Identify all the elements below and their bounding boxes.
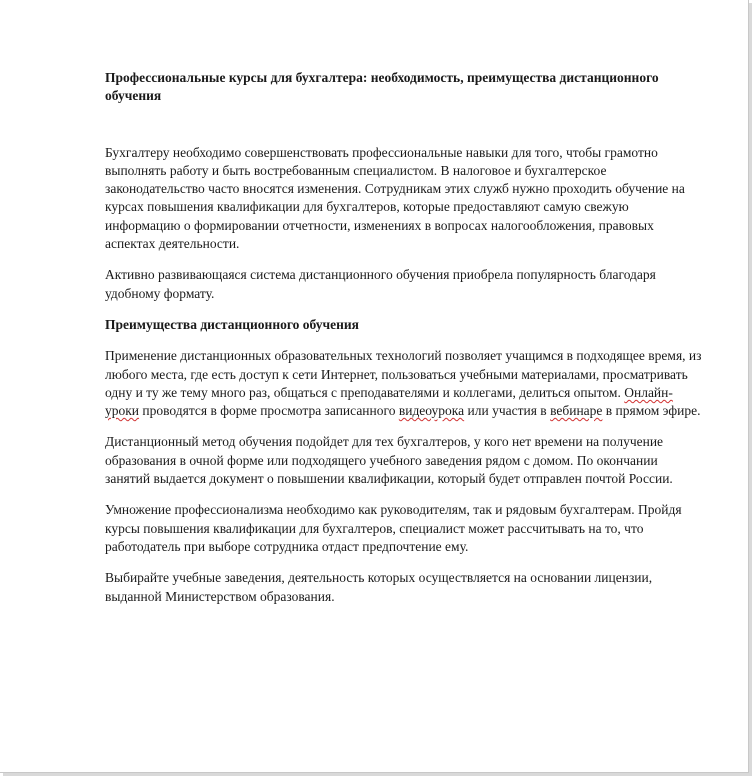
paragraph-advantages [105,347,705,420]
document-body[interactable] [105,69,705,619]
text-run: проводятся в форме просмотра записанного [139,403,399,419]
paragraph-choose-institution: Выбирайте учебные заведения, деятельность которых осуществляется на основании лицензии, выданной Министерством образования. [105,570,653,604]
paragraph-distance-learning: Активно развивающаяся система дистанционного обучения приобрела популярность благодаря удобному формату. [105,267,656,301]
text-run: в прямом эфире. [602,403,701,419]
text-run: Применение дистанционных образовательных технологий позволяет учащимся в подходящее время, из любого места, где есть доступ к сети Интернет, пользоваться учебными материалами, просматривать одну и ту же тему много раз, общаться с преподавателями и коллегами, делиться опытом. [105,348,702,400]
paragraph-professionalism: Умножение профессионализма необходимо как руководителям, так и рядовым бухгалтерам. Пройдя курсы повышения квалификации для бухгалтеров, специалист может рассчитывать на то, что работодатель при выборе сотрудника отдаст предпочтение ему. [105,502,682,554]
paragraph-intro: Бухгалтеру необходимо совершенствовать профессиональные навыки для того, чтобы грамотно выполнять работу и быть востребованным специалистом. В налоговое и бухгалтерское законодательство часто вносятся изменения. Сотрудникам этих служб нужно проходить обучение на курсах повышения квалификации для бухгалтеров, которые предоставляют самую свежую информацию о формировании отчетности, изменениях в вопросах налогообложения, правовых аспектах деятельности. [105,144,685,252]
paragraph-who-suits: Дистанционный метод обучения подойдет для тех бухгалтеров, у кого нет времени на получение образования в очной форме или подходящего учебного заведения рядом с домом. По окончании занятий выдается документ о повышении квалификации, который будет отправлен почтой России. [105,434,673,487]
article-title: Профессиональные курсы для бухгалтера: необходимость, преимущества дистанционного обучения [105,70,659,104]
section-heading: Преимущества дистанционного обучения [105,316,359,332]
spellcheck-flagged-word[interactable]: вебинаре [550,403,603,419]
text-run: или участия в [464,403,551,419]
spellcheck-flagged-word[interactable]: Онлайн-уроки [105,384,673,419]
spellcheck-flagged-word[interactable]: видеоурока [398,403,465,419]
